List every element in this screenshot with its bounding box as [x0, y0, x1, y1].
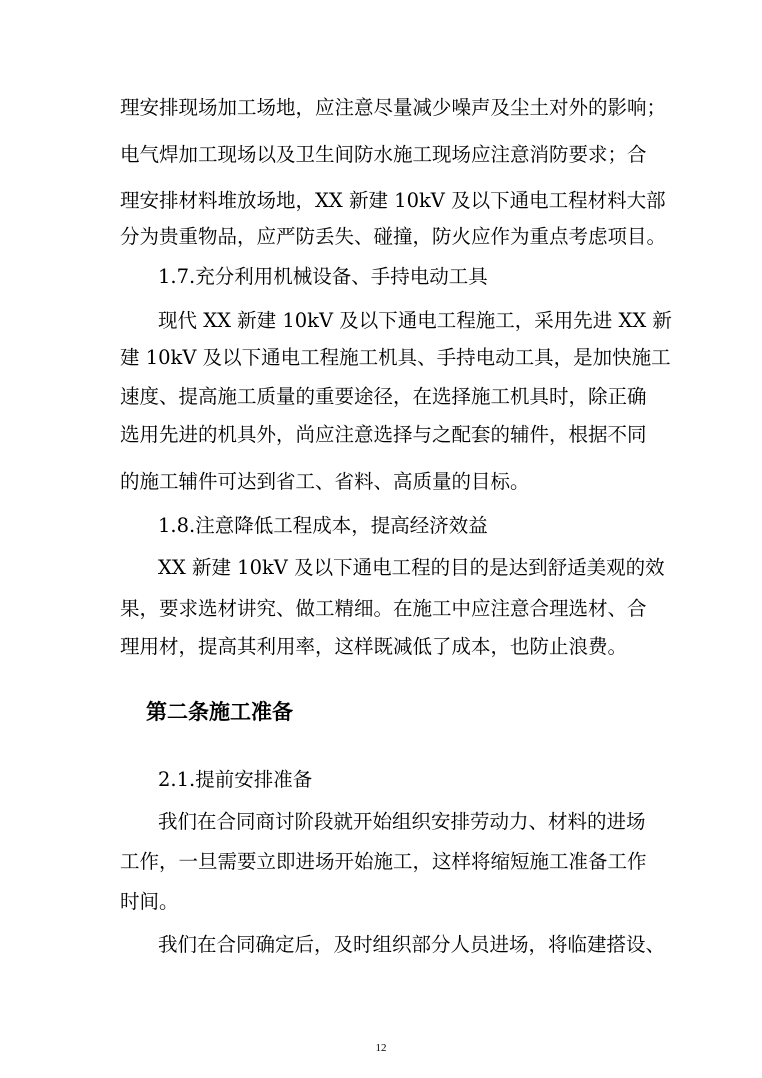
paragraph-line: 理安排现场加工场地，应注意尽量减少噪声及尘土对外的影响；: [120, 96, 667, 119]
paragraph-line: 时间。: [120, 890, 179, 913]
paragraph-line: 工作，一旦需要立即进场开始施工，这样将缩短施工准备工作: [120, 850, 647, 873]
section-subheading: 1.8.注意降低工程成本，提高经济效益: [158, 514, 488, 537]
page-number: 12: [375, 1042, 387, 1054]
paragraph-line: 理用材，提高其利用率，这样既减低了成本，也防止浪费。: [120, 635, 628, 658]
chapter-heading: 第二条施工准备: [146, 699, 293, 724]
paragraph-line: 理安排材料堆放场地，XX 新建 10kV 及以下通电工程材料大部: [120, 189, 666, 212]
paragraph-line: XX 新建 10kV 及以下通电工程的目的是达到舒适美观的效: [158, 556, 665, 579]
paragraph-line: 果，要求选材讲究、做工精细。在施工中应注意合理选材、合: [120, 597, 647, 620]
section-subheading: 2.1.提前安排准备: [158, 768, 313, 791]
paragraph-line: 电气焊加工现场以及卫生间防水施工现场应注意消防要求；合: [120, 143, 647, 166]
paragraph-line: 速度、提高施工质量的重要途径，在选择施工机具时，除正确: [120, 385, 647, 408]
paragraph-line: 建 10kV 及以下通电工程施工机具、手持电动工具，是加快施工: [120, 346, 671, 369]
paragraph-line: 我们在合同商讨阶段就开始组织安排劳动力、材料的进场: [158, 810, 646, 833]
paragraph-line: 我们在合同确定后，及时组织部分人员进场，将临建搭设、: [158, 933, 666, 956]
paragraph-line: 分为贵重物品，应严防丢失、碰撞，防火应作为重点考虑项目。: [120, 225, 667, 248]
paragraph-line: 的施工辅件可达到省工、省料、高质量的目标。: [120, 470, 530, 493]
section-subheading: 1.7.充分利用机械设备、手持电动工具: [158, 265, 488, 288]
paragraph-line: 现代 XX 新建 10kV 及以下通电工程施工，采用先进 XX 新: [158, 309, 672, 332]
paragraph-line: 选用先进的机具外，尚应注意选择与之配套的辅件，根据不同: [120, 423, 647, 446]
